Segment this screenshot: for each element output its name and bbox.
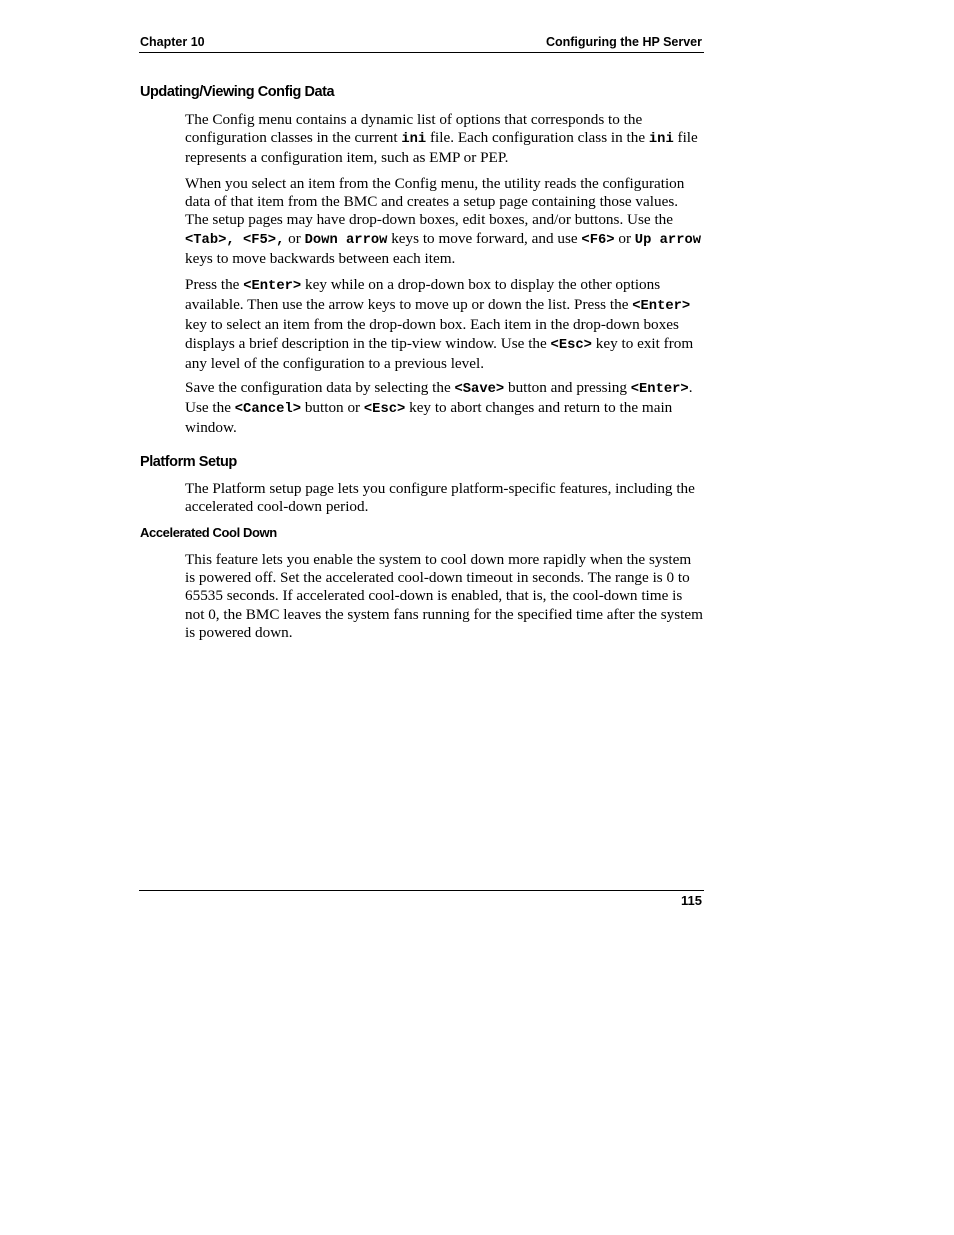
subsection-heading-accelerated-cool-down: Accelerated Cool Down: [140, 525, 277, 540]
paragraph: This feature lets you enable the system to cool down more rapidly when the system is powered off. Set the accelerated cool-down timeout in seconds. The range is 0 to 65535 seconds. If accelerated cool-down is enabled, that is, the cool-down time is not 0, the BMC leaves the system fans running for the specified time after the system is powered down.: [185, 551, 703, 641]
inline-code: <Esc>: [363, 402, 406, 418]
running-header: [139, 34, 704, 53]
chapter-label: Chapter 10: [140, 35, 205, 49]
paragraph: When you select an item from the Config menu, the utility reads the configuration data of that item from the BMC and creates a setup page containing those values. The setup pages may have drop-down boxes, edit boxes, and/or buttons. Use the <Tab>, <F5>, or Down arrow keys to move forward, and use <F6> or Up arrow keys to move backwards between each item.: [185, 175, 702, 267]
page-number: 115: [681, 893, 702, 908]
inline-code: ini: [401, 132, 427, 148]
paragraph: Press the <Enter> key while on a drop-down box to display the other options available. Then use the arrow keys to move up or down the list. Press the <Enter> key to select an item from the drop-down box. Each item in the drop-down boxes displays a brief description in the tip-view window. Use the <Esc> key to exit from any level of the configuration to a previous level.: [185, 276, 694, 372]
paragraph: The Config menu contains a dynamic list of options that corresponds to the configuration classes in the current ini file. Each configuration class in the ini file represents a configuration item, such as EMP or PEP.: [185, 111, 698, 167]
paragraph: Save the configuration data by selecting the <Save> button and pressing <Enter>. Use the <Cancel> button or <Esc> key to abort changes and return to the main window.: [185, 379, 693, 437]
inline-code: <Enter>: [630, 382, 689, 397]
inline-code: <Cancel>: [234, 402, 302, 418]
paragraph: The Platform setup page lets you configure platform-specific features, including the accelerated cool-down period.: [185, 480, 695, 516]
inline-code: <Esc>: [550, 337, 592, 353]
chapter-title: Configuring the HP Server: [545, 35, 702, 49]
inline-code: <F6>: [581, 232, 615, 248]
inline-code: Up arrow: [634, 232, 702, 248]
inline-code: <Enter>: [632, 299, 691, 315]
section-heading-updating-config: Updating/Viewing Config Data: [140, 84, 335, 100]
inline-code: <Tab>, <F5>,: [185, 232, 285, 248]
inline-code: Down arrow: [304, 232, 388, 248]
inline-code: <Enter>: [243, 279, 302, 294]
section-heading-platform-setup: Platform Setup: [140, 454, 237, 470]
footer-rule: [139, 890, 704, 891]
inline-code: ini: [648, 132, 674, 148]
inline-code: <Save>: [454, 382, 505, 397]
